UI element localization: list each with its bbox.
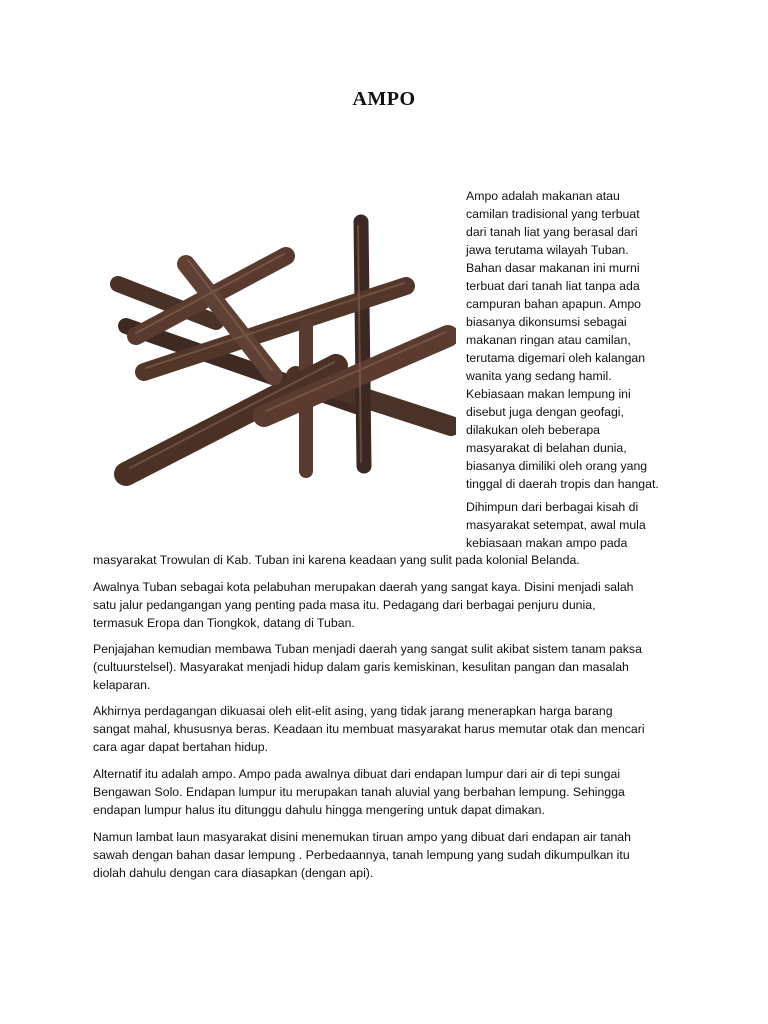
text-line: masyarakat setempat, awal mula	[466, 518, 646, 532]
text-line: terutama digemari oleh kalangan	[466, 351, 646, 365]
text-line: biasanya dikonsumsi sebagai	[466, 315, 627, 329]
paragraph	[93, 640, 683, 694]
text-line: dilakukan oleh beberapa	[466, 423, 601, 437]
text-line: tinggal di daerah tropis dan hangat.	[466, 477, 659, 491]
text-line: masyarakat di belahan dunia,	[466, 441, 627, 455]
text-line: camilan tradisional yang terbuat	[466, 207, 640, 221]
text-line: kelaparan.	[93, 678, 151, 692]
text-line: wanita yang sedang hamil.	[466, 369, 612, 383]
ampo-clay-sticks-icon	[96, 186, 456, 530]
text-line: cara agar dapat bertahan hidup.	[93, 740, 269, 754]
text-line: Penjajahan kemudian membawa Tuban menjadi daerah yang sangat sulit akibat sistem tanam paksa	[93, 642, 642, 656]
paragraph	[93, 765, 683, 819]
text-line: dari tanah liat yang berasal dari	[466, 225, 638, 239]
text-line: Alternatif itu adalah ampo. Ampo pada awalnya dibuat dari endapan lumpur dari air di tepi sungai	[93, 767, 621, 781]
text-line: terbuat dari tanah liat tanpa ada	[466, 279, 640, 293]
text-line: kebiasaan makan ampo pada	[466, 536, 628, 550]
text-line: diolah dahulu dengan cara diasapkan (dengan api).	[93, 866, 374, 880]
text-line: Dihimpun dari berbagai kisah di	[466, 500, 639, 514]
text-line: jawa terutama wilayah Tuban.	[466, 243, 629, 257]
text-line: disebut juga dengan geofagi,	[466, 405, 624, 419]
side-paragraph-2	[466, 498, 686, 552]
text-line: sawah dengan bahan dasar lempung . Perbedaannya, tanah lempung yang sudah dikumpulkan itu	[93, 848, 630, 862]
text-line: Bahan dasar makanan ini murni	[466, 261, 640, 275]
text-line: termasuk Eropa dan Tiongkok, datang di Tuban.	[93, 616, 355, 630]
side-paragraph-1	[466, 187, 686, 493]
text-line: endapan lumpur halus itu ditunggu dahulu hingga mengering untuk dapat dimakan.	[93, 803, 545, 817]
text-line: Awalnya Tuban sebagai kota pelabuhan merupakan daerah yang sangat kaya. Disini menjadi salah	[93, 580, 634, 594]
ampo-image	[96, 186, 456, 530]
page-title: AMPO	[352, 88, 416, 110]
text-line: Namun lambat laun masyarakat disini menemukan tiruan ampo yang dibuat dari endapan air tanah	[93, 830, 631, 844]
text-line: Bengawan Solo. Endapan lumpur itu merupakan tanah aluvial yang berbahan lempung. Sehingga	[93, 785, 625, 799]
paragraph-2-continuation: masyarakat Trowulan di Kab. Tuban ini karena keadaan yang sulit pada kolonial Belanda.	[93, 553, 580, 567]
paragraph	[93, 578, 683, 632]
paragraph	[93, 828, 683, 882]
text-line: Kebiasaan makan lempung ini	[466, 387, 631, 401]
text-line: campuran bahan apapun. Ampo	[466, 297, 642, 311]
text-line: Akhirnya perdagangan dikuasai oleh elit-elit asing, yang tidak jarang menerapkan harga barang	[93, 704, 613, 718]
text-line: biasanya dimiliki oleh orang yang	[466, 459, 648, 473]
text-line: satu jalur pedangangan yang penting pada masa itu. Pedagang dari berbagai penjuru dunia,	[93, 598, 596, 612]
text-line: Ampo adalah makanan atau	[466, 189, 620, 203]
text-line: sangat mahal, khususnya beras. Keadaan itu membuat masyarakat harus memutar otak dan mencari	[93, 722, 645, 736]
paragraph	[93, 702, 683, 756]
text-line: makanan ringan atau camilan,	[466, 333, 631, 347]
text-line: (cultuurstelsel). Masyarakat menjadi hidup dalam garis kemiskinan, kesulitan pangan dan masalah	[93, 660, 629, 674]
